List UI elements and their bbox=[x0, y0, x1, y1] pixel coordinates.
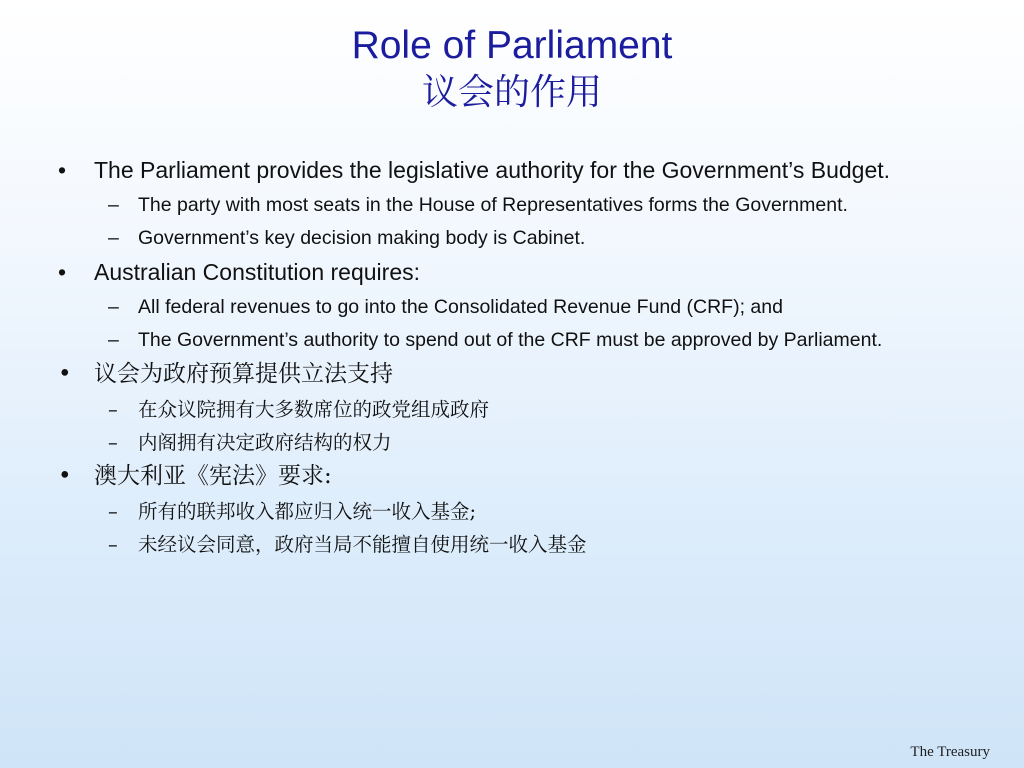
bullet-marker: • bbox=[58, 259, 67, 285]
dash-marker: – bbox=[108, 227, 119, 249]
bullet-item bbox=[52, 462, 952, 491]
bullet-list bbox=[52, 156, 952, 564]
sub-bullet-item bbox=[52, 327, 952, 354]
bullet-marker: • bbox=[58, 157, 67, 183]
bullet-item bbox=[52, 258, 952, 287]
sub-bullet-item bbox=[52, 531, 952, 558]
sub-bullet-item bbox=[52, 498, 952, 525]
dash-marker: – bbox=[108, 533, 118, 556]
footer-label: The Treasury bbox=[910, 744, 990, 760]
sub-bullet-text: Government’s key decision making body is Cabinet. bbox=[138, 227, 586, 249]
dash-marker: – bbox=[108, 296, 119, 318]
bullet-text: 澳大利亚《宪法》要求: bbox=[94, 463, 332, 489]
sub-bullet-item bbox=[52, 429, 952, 456]
dash-marker: – bbox=[108, 329, 119, 351]
bullet-text: The Parliament provides the legislative authority for the Government’s Budget. bbox=[94, 157, 891, 183]
sub-bullet-text: 未经议会同意，政府当局不能擅自使用统一收入基金 bbox=[138, 533, 587, 556]
sub-bullet-text: All federal revenues to go into the Consolidated Revenue Fund (CRF); and bbox=[138, 296, 783, 318]
title-chinese: 议会的作用 bbox=[421, 72, 602, 113]
sub-bullet-item bbox=[52, 192, 952, 219]
dash-marker: – bbox=[108, 398, 118, 421]
bullet-item bbox=[52, 156, 952, 185]
sub-bullet-text: 在众议院拥有大多数席位的政党组成政府 bbox=[138, 398, 490, 421]
dash-marker: – bbox=[108, 194, 119, 216]
sub-bullet-item bbox=[52, 294, 952, 321]
sub-bullet-text: The party with most seats in the House of Representatives forms the Government. bbox=[138, 194, 848, 216]
bullet-text: Australian Constitution requires: bbox=[94, 259, 420, 285]
slide-title bbox=[0, 22, 1024, 116]
title-english: Role of Parliament bbox=[351, 24, 673, 67]
bullet-marker: • bbox=[58, 361, 72, 387]
bullet-text: 议会为政府预算提供立法支持 bbox=[94, 361, 393, 387]
sub-bullet-item bbox=[52, 396, 952, 423]
dash-marker: – bbox=[108, 500, 118, 523]
dash-marker: – bbox=[108, 431, 118, 454]
sub-bullet-text: 所有的联邦收入都应归入统一收入基金; bbox=[138, 500, 477, 523]
sub-bullet-item bbox=[52, 225, 952, 252]
sub-bullet-text: 内阁拥有决定政府结构的权力 bbox=[138, 431, 392, 454]
sub-bullet-text: The Government’s authority to spend out of the CRF must be approved by Parliament. bbox=[138, 329, 883, 351]
bullet-item bbox=[52, 360, 952, 389]
bullet-marker: • bbox=[58, 463, 72, 489]
